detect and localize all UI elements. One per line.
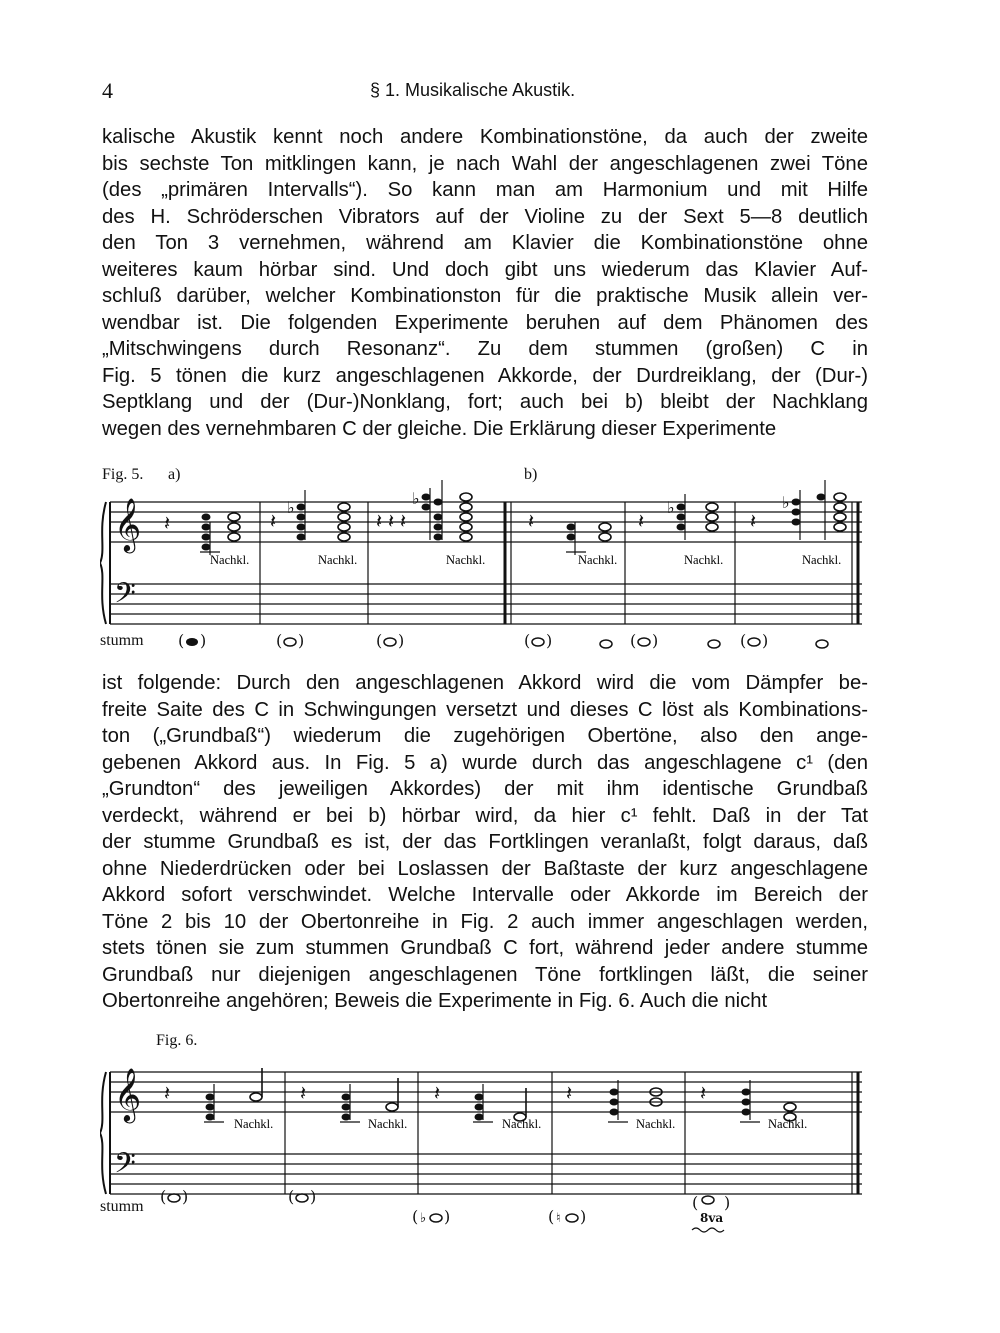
svg-text:♮: ♮ [556, 1211, 561, 1226]
text-line: freite Saite des C in Schwingungen versetzt und dieses C löst als Kombinations- [102, 698, 868, 721]
page-header [102, 78, 868, 108]
svg-text:): ) [182, 1187, 189, 1206]
svg-text:♭: ♭ [420, 1211, 427, 1226]
svg-text:(: ( [276, 631, 283, 650]
text-line: (des „primären Intervalls“). So kann man am Harmonium und mit Hilfe [102, 179, 868, 201]
figure-5-part-b: b) [524, 466, 538, 483]
svg-text:𝄞: 𝄞 [114, 497, 142, 551]
svg-text:♭: ♭ [287, 498, 295, 517]
text-line: wendbar ist. Die folgenden Experimente beruhen auf dem Phänomen des [102, 311, 868, 334]
svg-text:(: ( [524, 631, 531, 650]
svg-text:(: ( [178, 631, 185, 650]
figure-5-label: Fig. 5. [102, 466, 144, 483]
text-line: Fig. 5 tönen die kurz angeschlagenen Akkorde, der Durdreiklang, der (Dur-) [102, 364, 868, 387]
svg-text:): ) [546, 631, 553, 650]
text-line: des H. Schröderschen Vibrators auf der Violine zu der Sext 5—8 deutlich [102, 205, 868, 228]
text-line: den Ton 3 vernehmen, während am Klavier die Kombinationstöne ohne [102, 232, 868, 254]
svg-text:𝄽: 𝄽 [164, 511, 171, 535]
svg-text:𝄢: 𝄢 [114, 577, 136, 617]
nachkl-label: Nachkl. [802, 553, 842, 567]
svg-text:♭: ♭ [782, 493, 790, 512]
nachkl-label: Nachkl. [318, 553, 358, 567]
svg-text:): ) [310, 1187, 317, 1206]
text-line: „Grundton“ des jeweiligen Akkordes) der mit ihm identische Grundbaß [102, 778, 868, 800]
text-line: stets tönen sie zum stummen Grundbaß C fort, während jeder andere stumme [102, 937, 868, 959]
text-line: gebenen Akkord aus. In Fig. 5 a) wurde durch das angeschlagene c¹ (den [102, 751, 868, 774]
svg-text:): ) [580, 1207, 587, 1226]
nachkl-label: Nachkl. [368, 1117, 408, 1131]
figure-5-staff-svg [100, 480, 870, 660]
svg-text:𝄽: 𝄽 [434, 1081, 441, 1105]
svg-text:𝄽: 𝄽 [700, 1081, 707, 1105]
svg-text:𝄽: 𝄽 [376, 509, 383, 533]
svg-text:(: ( [630, 631, 637, 650]
text-line: Grundbaß nur diejenigen angeschlagenen Töne fortklingen läßt, die seiner [102, 963, 868, 986]
text-line: schluß darüber, welcher Kombinationston für die praktische Musik allein ver- [102, 285, 868, 307]
text-line: kalische Akustik kennt noch andere Kombinationstöne, da auch der zweite [102, 126, 868, 148]
svg-text:(: ( [160, 1187, 167, 1206]
svg-text:𝄽: 𝄽 [388, 509, 395, 533]
paragraph-1 [102, 124, 868, 442]
svg-text:(: ( [376, 631, 383, 650]
svg-text:): ) [200, 631, 207, 650]
text-line: ist folgende: Durch den angeschlagenen Akkord wird die vom Dämpfer be- [102, 672, 868, 694]
text-line: Töne 2 bis 10 der Obertonreihe in Fig. 2 auch immer angeschlagen werden, [102, 910, 868, 933]
svg-text:(: ( [740, 631, 747, 650]
svg-text:): ) [398, 631, 405, 650]
svg-text:𝄽: 𝄽 [638, 509, 645, 533]
svg-text:): ) [444, 1207, 451, 1226]
text-line: bis sechste Ton mitklingen kann, je nach Wahl der angeschlagenen zwei Töne [102, 152, 868, 175]
text-line: weiteres kaum hörbar sind. Und doch gibt uns wiederum das Klavier Auf- [102, 258, 868, 281]
svg-text:(: ( [548, 1207, 555, 1226]
nachkl-label: Nachkl. [768, 1117, 808, 1131]
svg-text:♭: ♭ [412, 489, 420, 508]
figure-6-staff-svg [100, 1050, 870, 1240]
svg-text:𝄽: 𝄽 [528, 509, 535, 533]
nachkl-label: Nachkl. [234, 1117, 274, 1131]
svg-text:): ) [652, 631, 659, 650]
svg-text:(: ( [412, 1207, 419, 1226]
text-line: ohne Niederdrücken oder bei Loslassen der Baßtaste der kurz angeschlagene [102, 857, 868, 880]
text-line: der stumme Grundbaß es ist, der das Fortklingen veranlaßt, folgt daraus, daß [102, 831, 868, 853]
svg-text:𝄽: 𝄽 [750, 509, 757, 533]
svg-text:(: ( [692, 1193, 699, 1212]
stumm-label: stumm [100, 1198, 144, 1215]
svg-text:♭: ♭ [667, 498, 675, 517]
text-line: ton („Grundbaß“) wiederum die zugehörigen Obertöne, also den ange- [102, 725, 868, 747]
svg-text:𝄢: 𝄢 [114, 1147, 136, 1187]
svg-text:𝄽: 𝄽 [566, 1081, 573, 1105]
nachkl-label: Nachkl. [636, 1117, 676, 1131]
svg-text:𝄽: 𝄽 [300, 1081, 307, 1105]
paragraph-2 [102, 670, 868, 1015]
svg-text:): ) [762, 631, 769, 650]
svg-text:𝄽: 𝄽 [400, 509, 407, 533]
svg-text:𝄞: 𝄞 [114, 1067, 142, 1121]
nachkl-label: Nachkl. [578, 553, 618, 567]
text-line: wegen des vernehmbaren C der gleiche. Die Erklärung dieser Experimente [102, 417, 777, 440]
text-line: „Mitschwingens durch Resonanz“. Zu dem stummen (großen) C in [102, 338, 868, 360]
figure-5-part-a: a) [168, 466, 181, 483]
nachkl-label: Nachkl. [446, 553, 486, 567]
text-line: Septklang und der (Dur-)Nonklang, fort; auch bei b) bleibt der Nachklang [102, 391, 868, 413]
figure-6-score [100, 1050, 866, 1240]
nachkl-label: Nachkl. [684, 553, 724, 567]
ottava-mark: 8va [700, 1211, 724, 1225]
running-head: § 1. Musikalische Akustik. [370, 80, 576, 100]
text-line: Akkord sofort verschwindet. Welche Intervalle oder Akkorde im Bereich der [102, 884, 868, 906]
text-line: verdeckt, während er bei b) hörbar wird, da hier c¹ fehlt. Daß in der Tat [102, 804, 868, 827]
page-number: 4 [102, 78, 113, 103]
svg-text:): ) [298, 631, 305, 650]
stumm-label: stumm [100, 632, 144, 649]
svg-text:𝄽: 𝄽 [270, 509, 277, 533]
svg-text:): ) [724, 1193, 731, 1212]
svg-text:(: ( [288, 1187, 295, 1206]
nachkl-label: Nachkl. [210, 553, 250, 567]
svg-text:𝄽: 𝄽 [164, 1081, 171, 1105]
nachkl-label: Nachkl. [502, 1117, 542, 1131]
text-line: Obertonreihe angehören; Beweis die Experimente in Fig. 6. Auch die nicht [102, 990, 768, 1012]
figure-6-label: Fig. 6. [156, 1032, 198, 1049]
figure-5-score [100, 480, 866, 660]
